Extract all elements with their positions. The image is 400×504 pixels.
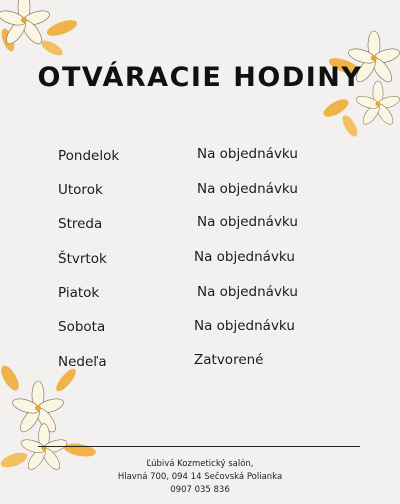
hours-value: Na objednávku bbox=[194, 318, 295, 334]
hours-value: Na objednávku bbox=[197, 284, 298, 300]
lily-flower-icon bbox=[0, 0, 51, 47]
leaf-icon bbox=[340, 113, 361, 139]
day-label: Pondelok bbox=[58, 148, 120, 164]
day-label: Piatok bbox=[58, 285, 100, 301]
day-label: Nedeľa bbox=[58, 354, 107, 370]
leaf-icon bbox=[53, 366, 79, 394]
footer-address: Hlavná 700, 094 14 Sečovská Polianka bbox=[117, 472, 283, 482]
flower-decoration-top-left bbox=[0, 0, 82, 62]
hours-value: Na objednávku bbox=[197, 181, 298, 197]
leaf-icon bbox=[0, 364, 22, 393]
day-label: Štvrtok bbox=[58, 251, 107, 267]
day-label: Sobota bbox=[58, 319, 106, 335]
footer-phone: 0907 035 836 bbox=[170, 485, 230, 495]
hours-value: Na objednávku bbox=[194, 249, 295, 265]
leaf-icon bbox=[39, 38, 65, 59]
leaf-icon bbox=[45, 17, 79, 39]
hours-value: Na objednávku bbox=[197, 214, 298, 230]
hours-value: Zatvorené bbox=[194, 352, 264, 368]
hours-value: Na objednávku bbox=[197, 146, 298, 162]
footer-salon-name: Ľúbivá Kozmetický salón, bbox=[146, 459, 254, 469]
day-label: Utorok bbox=[58, 182, 103, 198]
leaf-icon bbox=[63, 441, 97, 458]
day-label: Streda bbox=[58, 216, 103, 232]
page-title: OTVÁRACIE HODINY bbox=[37, 62, 363, 93]
footer-divider bbox=[38, 446, 360, 447]
